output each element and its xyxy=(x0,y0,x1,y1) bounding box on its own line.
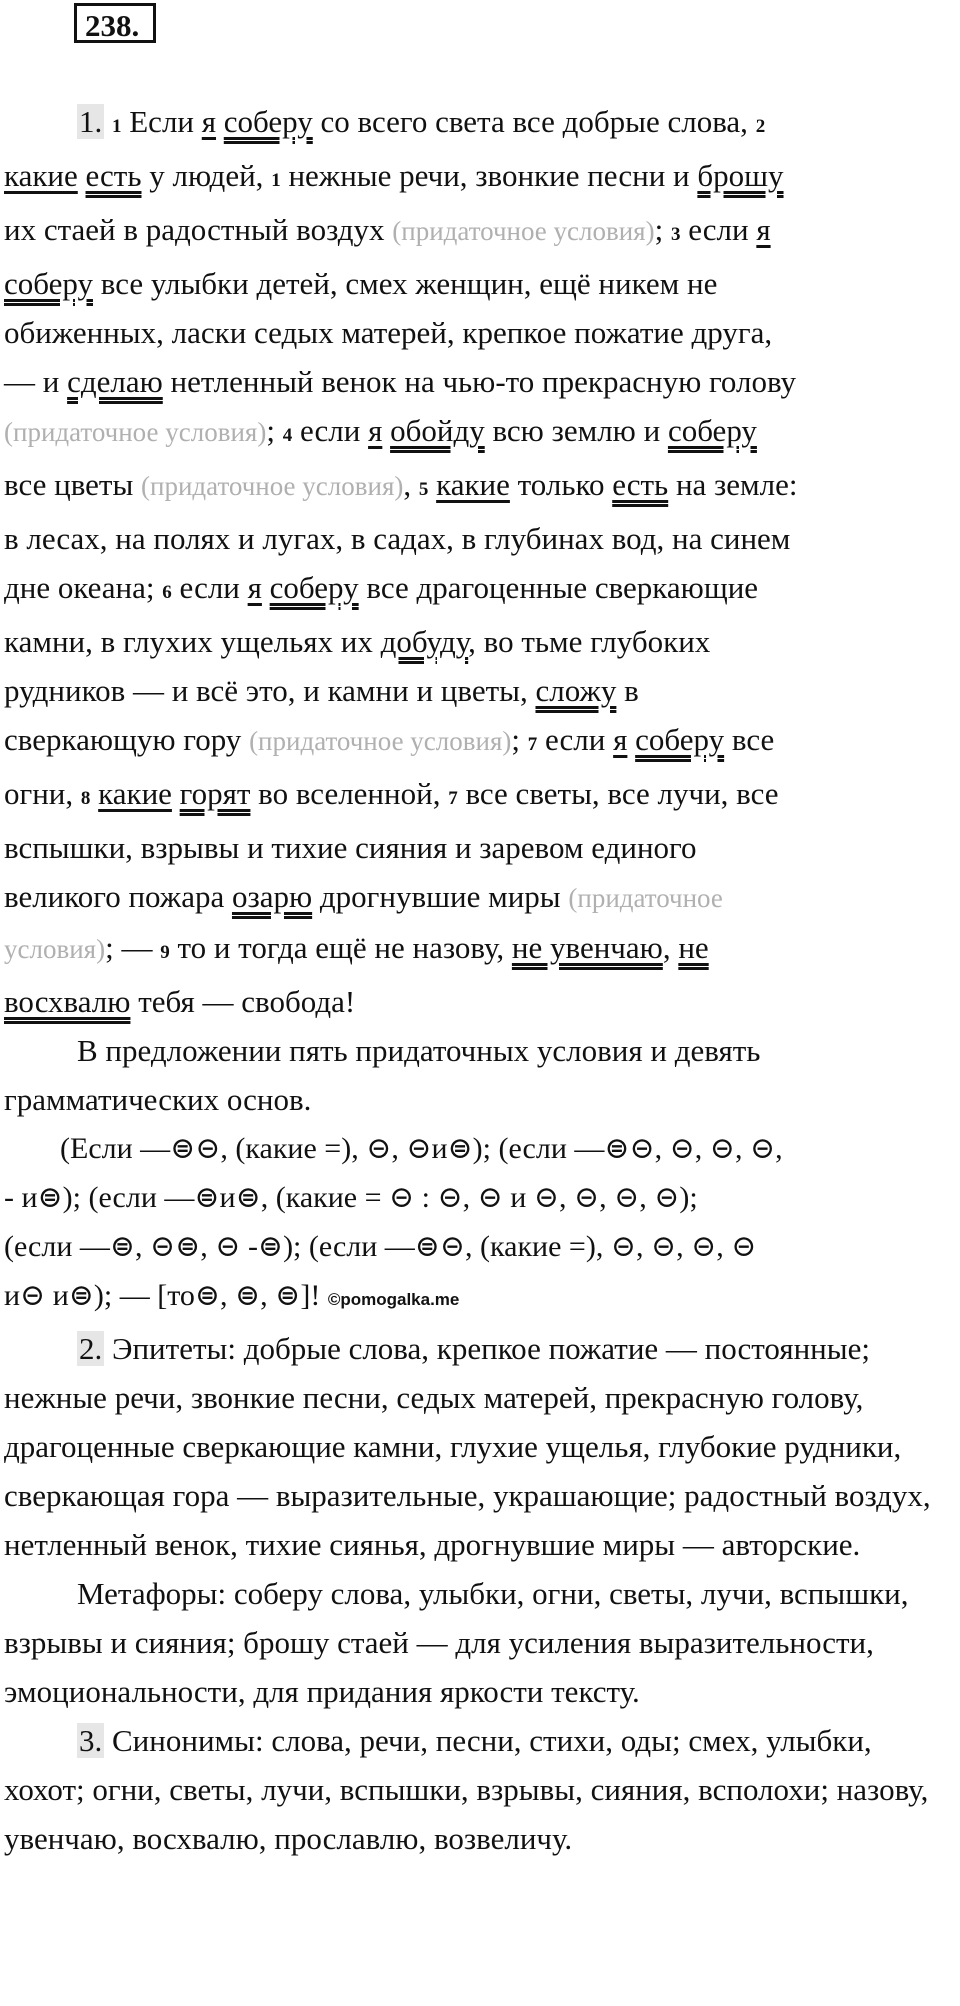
text: камни, в глухих ущельях их xyxy=(4,624,381,659)
subject: я xyxy=(247,570,262,605)
predicate: соберу xyxy=(667,413,757,448)
predicate: сделаю xyxy=(67,364,163,399)
paragraph-2-text: Эпитеты: добрые слова, крепкое пожатие — постоянные; нежные речи, звонкие песни, седых матерей, прекрасную голову, драгоценные сверкающие камни, глухие ущелья, глубокие рудники, сверкающая гора — выразительные, украшающие; радостный воздух, нетленный венок, тихие сиянья, дрогнувшие миры — авторские. xyxy=(4,1331,931,1562)
clause-marker: 5 xyxy=(418,479,429,500)
text: все светы, все лучи, все xyxy=(457,776,779,811)
text: — и xyxy=(4,364,68,399)
text: во вселенной, xyxy=(250,776,449,811)
text: сверкающую гору xyxy=(4,722,250,757)
text: ; xyxy=(266,413,283,448)
text: все xyxy=(724,722,775,757)
text xyxy=(382,413,390,448)
text: в xyxy=(616,673,639,708)
text: все цветы xyxy=(4,467,142,502)
text: в лесах, на полях и лугах, в садах, в глубинах вод, на синем xyxy=(4,521,791,556)
text: рудников — и всё это, и камни и цветы, xyxy=(4,673,536,708)
text: , во тьме глубоких xyxy=(468,624,711,659)
text: у людей, xyxy=(141,158,272,193)
sentence-scheme xyxy=(4,1124,956,1324)
predicate: не увенчаю xyxy=(511,930,663,965)
text: , xyxy=(662,930,679,965)
predicate: соберу xyxy=(223,104,313,139)
scheme-line: (если —⊜, ⊝⊜, ⊝ -⊜); (если —⊜⊝, (какие =), ⊝, ⊝, ⊝, ⊝ xyxy=(4,1230,757,1263)
paragraph-1-number: 1. xyxy=(79,104,103,139)
text: на земле: xyxy=(668,467,798,502)
predicate: соберу xyxy=(635,722,725,757)
text: если xyxy=(537,722,614,757)
paragraph-3-number: 3. xyxy=(79,1723,103,1758)
text: все драгоценные сверкающие xyxy=(358,570,759,605)
clause-marker: 3 xyxy=(670,224,681,245)
scheme-line: - и⊜); (если —⊜и⊜, (какие = ⊝ : ⊝, ⊝ и ⊝, ⊝, ⊝, ⊝); xyxy=(4,1181,698,1214)
text: со всего света все добрые слова, xyxy=(312,104,756,139)
paragraph-3-text: Синонимы: слова, речи, песни, стихи, оды; смех, улыбки, хохот; огни, светы, лучи, вспышки, взрывы, сияния, всполохи; назову, увенчаю, восхвалю, прославлю, возвеличу. xyxy=(4,1723,929,1856)
clause-marker: 2 xyxy=(755,116,766,137)
clause-marker: 1 xyxy=(112,116,122,137)
text xyxy=(90,776,98,811)
predicate: есть xyxy=(612,467,669,502)
text: нетленный венок на чью-то прекрасную голову xyxy=(162,364,797,399)
predicate: озарю xyxy=(231,879,313,914)
paragraph-3 xyxy=(4,1716,956,1863)
summary-text: В предложении пять придаточных условия и девять грамматических основ. xyxy=(4,1033,761,1117)
predicate: не xyxy=(678,930,709,965)
text xyxy=(78,158,86,193)
subject: я xyxy=(368,413,383,448)
text: их стаей в радостный воздух xyxy=(4,212,393,247)
predicate: брошу xyxy=(697,158,784,193)
clause-label: (придаточное условия) xyxy=(392,216,655,246)
clause-label: (придаточное условия) xyxy=(141,471,404,501)
paragraph-2 xyxy=(4,1324,956,1569)
text xyxy=(627,722,635,757)
text xyxy=(428,467,436,502)
text: обиженных, ласки седых матерей, крепкое пожатие друга, xyxy=(4,315,773,350)
clause-label: (придаточное xyxy=(568,883,723,913)
text: великого пожара xyxy=(4,879,232,914)
paragraph-2-number: 2. xyxy=(79,1331,103,1366)
subject: какие xyxy=(436,467,510,502)
predicate: сложу xyxy=(535,673,617,708)
clause-marker: 1 xyxy=(271,170,281,191)
text: нежные речи, звонкие песни и xyxy=(280,158,698,193)
text: всю землю и xyxy=(484,413,668,448)
text xyxy=(262,570,270,605)
subject: какие xyxy=(98,776,172,811)
clause-marker: 4 xyxy=(282,425,293,446)
text: дне океана; xyxy=(4,570,163,605)
text: дрогнувшие миры xyxy=(312,879,569,914)
subject: какие xyxy=(4,158,78,193)
clause-marker: 8 xyxy=(80,788,91,809)
predicate: добуду xyxy=(380,624,469,659)
text: то и тогда ещё не назову, xyxy=(169,930,512,965)
text: тебя — свобода! xyxy=(130,984,356,1019)
scheme-text: и⊝ и⊜); — [то⊜, ⊜, ⊜]! xyxy=(4,1279,321,1312)
predicate: горят xyxy=(179,776,251,811)
text: , xyxy=(403,467,419,502)
text: ; xyxy=(654,212,671,247)
clause-label: (придаточное условия) xyxy=(4,417,267,447)
text: огни, xyxy=(4,776,81,811)
subject: я xyxy=(613,722,628,757)
text: ; — xyxy=(105,930,161,965)
clause-label: (придаточное условия) xyxy=(249,726,512,756)
predicate: есть xyxy=(85,158,142,193)
text: только xyxy=(509,467,613,502)
text: если xyxy=(171,570,248,605)
subject: я xyxy=(756,212,771,247)
predicate: восхвалю xyxy=(4,984,131,1019)
paragraph-1 xyxy=(4,97,956,1026)
clause-marker: 6 xyxy=(162,582,172,603)
text: если xyxy=(292,413,369,448)
clause-marker: 7 xyxy=(448,788,458,809)
text: ; xyxy=(511,722,528,757)
text xyxy=(172,776,180,811)
watermark: ©pomogalka.me xyxy=(327,1290,460,1309)
predicate: соберу xyxy=(269,570,359,605)
predicate: соберу xyxy=(4,266,93,301)
clause-marker: 9 xyxy=(160,942,170,963)
scheme-line: (Если —⊜⊝, (какие =), ⊝, ⊝и⊜); (если —⊜⊝, ⊝, ⊝, ⊝, xyxy=(60,1132,783,1165)
text: вспышки, взрывы и тихие сияния и заревом единого xyxy=(4,830,697,865)
metaphors-text: Метафоры: соберу слова, улыбки, огни, светы, лучи, вспышки, взрывы и сияния; брошу стаей — для усиления выразительности, эмоциональности, для придания яркости тексту. xyxy=(4,1576,909,1709)
clause-label: условия) xyxy=(4,934,106,964)
answer-content xyxy=(4,97,956,1863)
text xyxy=(216,104,224,139)
predicate: обойду xyxy=(390,413,485,448)
task-number: 238. xyxy=(74,3,156,43)
subject: я xyxy=(201,104,217,139)
text: все улыбки детей, смех женщин, ещё никем не xyxy=(92,266,718,301)
clause-marker: 7 xyxy=(527,734,538,755)
text: Если xyxy=(121,104,202,139)
scheme-line xyxy=(4,1271,956,1324)
text: если xyxy=(680,212,757,247)
